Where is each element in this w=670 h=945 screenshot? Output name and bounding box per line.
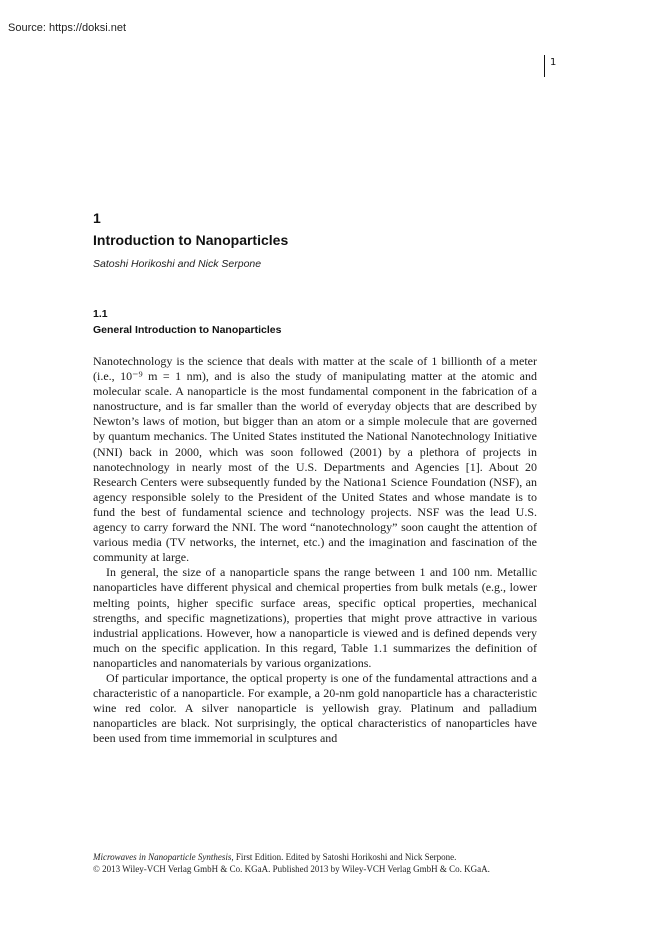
footer-book-title: Microwaves in Nanoparticle Synthesis [93,852,232,862]
footer-copyright: © 2013 Wiley-VCH Verlag GmbH & Co. KGaA. Published 2013 by Wiley-VCH Verlag GmbH & Co. KGaA. [93,864,490,874]
paragraph-3: Of particular importance, the optical property is one of the fundamental attractions and a characteristic of a nanoparticle. For example, a 20-nm gold nanoparticle has a characteristic wine red color. A silver nanoparticle is yellowish gray. Platinum and palladium nanoparticles are black. Not surprisingly, the optical characteristics of nanoparticles have been used from time immemorial in sculptures and [93,670,537,746]
page-number-rule [544,55,545,77]
chapter-authors: Satoshi Horikoshi and Nick Serpone [93,258,262,270]
chapter-title: Introduction to Nanoparticles [93,232,289,248]
page-number: 1 [550,57,557,68]
source-label: Source: https://doksi.net [8,22,127,34]
footer-citation-line [93,851,543,863]
paragraph-2: In general, the size of a nanoparticle spans the range between 1 and 100 nm. Metallic nanoparticles have different physical and chemical properties from bulk metals (e.g., lower melting points, higher specific surface areas, specific optical properties, mechanical strengths, and specific magnetizations), properties that might prove attractive in various industrial applications. However, how a nanoparticle is viewed and is defined depends very much on the specific application. In this regard, Table 1.1 summarizes the definition of nanoparticles and nanomaterials by various organizations. [93,565,537,670]
section-title: General Introduction to Nanoparticles [93,324,282,336]
chapter-number: 1 [93,210,101,226]
section-number: 1.1 [93,308,108,320]
footer-edition: , First Edition. Edited by Satoshi Horikoshi and Nick Serpone. [231,852,457,862]
body-text [93,354,537,746]
footer [93,851,543,875]
paragraph-1: Nanotechnology is the science that deals with matter at the scale of 1 billionth of a meter (i.e., 10⁻⁹ m = 1 nm), and is also the study of manipulating matter at the atomic and molecular scale. A nanoparticle is the most fundamental component in the fabrication of a nanostructure, and is far smaller than the world of everyday objects that are described by Newton’s laws of motion, but bigger than an atom or a simple molecule that are governed by quantum mechanics. The United States instituted the National Nanotechnology Initiative (NNI) back in 2000, which was soon followed (2001) by a plethora of projects in nanotechnology in nearly most of the U.S. Departments and Agencies [1]. About 20 Research Centers were subsequently funded by the Nationa1 Science Foundation (NSF), an agency responsible solely to the President of the United States and whose mandate is to fund the best of fundamental science and technology projects. NSF was the lead U.S. agency to carry forward the NNI. The word “nanotechnology” soon caught the attention of various media (TV networks, the internet, etc.) and the imagination and fascination of the community at large. [93,354,537,565]
